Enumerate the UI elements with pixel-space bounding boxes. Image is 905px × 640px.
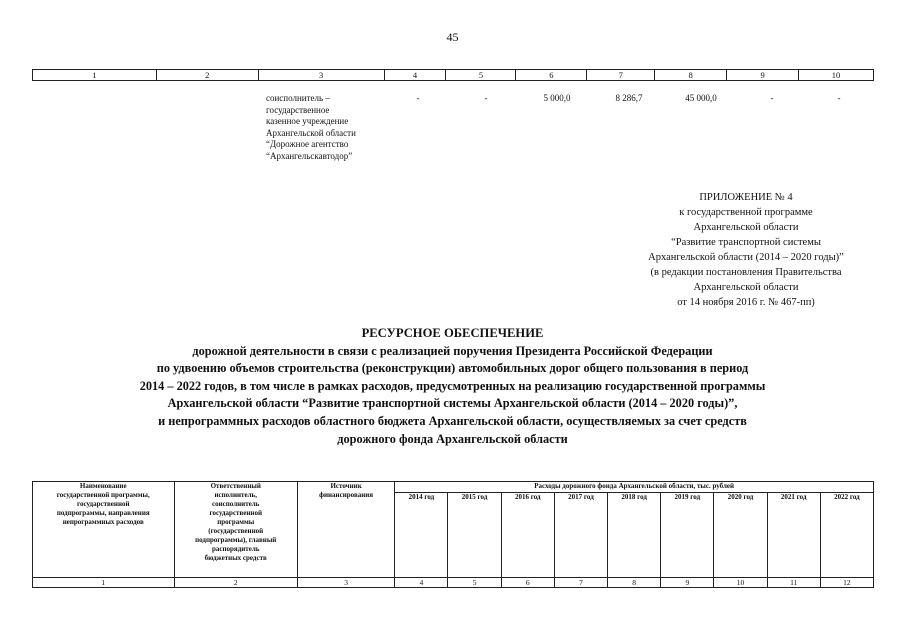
page-number: 45 xyxy=(446,30,459,44)
document-title xyxy=(0,325,905,448)
top-table-header-row xyxy=(33,70,874,81)
column-number: 4 xyxy=(395,578,448,588)
header-line: (государственной xyxy=(208,527,264,535)
header-year: 2015 год xyxy=(448,493,501,578)
column-number: 10 xyxy=(714,578,767,588)
title-line: и непрограммных расходов областного бюджета Архангельской области, осуществляемых за счет средств xyxy=(158,413,747,428)
title-line: РЕСУРСНОЕ ОБЕСПЕЧЕНИЕ xyxy=(361,326,544,340)
header-line: соисполнитель xyxy=(212,500,260,508)
header-line: государственной xyxy=(209,509,262,517)
header-program-name xyxy=(33,482,175,578)
header-line: государственной xyxy=(76,500,130,508)
header-year: 2021 год xyxy=(767,493,820,578)
column-number: 8 xyxy=(608,578,661,588)
co-executor-line: “Дорожное агентство xyxy=(266,139,349,150)
column-number: 2 xyxy=(174,578,297,588)
value-col7: 8 286,7 xyxy=(615,93,643,103)
header-year: 2014 год xyxy=(395,493,448,578)
appendix-line: Архангельской области xyxy=(693,282,799,293)
appendix-block xyxy=(596,190,896,310)
resource-table xyxy=(32,481,874,588)
top-table-header-cell: 4 xyxy=(384,70,446,81)
top-table-header-cell: 1 xyxy=(33,70,157,81)
header-line: программы xyxy=(217,518,255,526)
value-col9: - xyxy=(770,93,774,103)
title-line: Архангельской области “Развитие транспортной системы Архангельской области (2014 – 2020 годы)”, xyxy=(167,396,738,411)
column-number: 1 xyxy=(33,578,175,588)
header-expenses: Расходы дорожного фонда Архангельской области, тыс. рублей xyxy=(395,482,874,493)
title-line: 2014 – 2022 годов, в том числе в рамках расходов, предусмотренных на реализацию государственной программы xyxy=(139,378,766,393)
column-number: 9 xyxy=(661,578,714,588)
top-table-header-cell: 3 xyxy=(258,70,384,81)
header-year: 2016 год xyxy=(501,493,554,578)
appendix-line: Архангельской области xyxy=(693,222,799,233)
header-line: Ответственный xyxy=(210,482,261,490)
appendix-line: (в редакции постановления Правительства xyxy=(650,267,842,278)
header-line: Наименование xyxy=(79,482,127,490)
title-line: по удвоению объемов строительства (реконструкции) автомобильных дорог общего пользования в период xyxy=(156,361,749,376)
column-number: 11 xyxy=(767,578,820,588)
appendix-line: к государственной программе xyxy=(679,207,813,218)
title-line: дорожного фонда Архангельской области xyxy=(337,431,568,446)
header-line: Источник xyxy=(330,482,362,490)
header-line: исполнитель, xyxy=(214,491,257,499)
top-table-header-cell: 10 xyxy=(799,70,874,81)
value-col4: - xyxy=(416,93,420,103)
header-year: 2019 год xyxy=(661,493,714,578)
column-number: 6 xyxy=(501,578,554,588)
co-executor-line: соисполнитель – xyxy=(266,93,330,103)
appendix-line: Архангельской области (2014 – 2020 годы)” xyxy=(648,252,844,263)
header-responsible-executor xyxy=(174,482,297,578)
top-table xyxy=(32,69,874,81)
value-col8: 45 000,0 xyxy=(685,93,717,103)
header-line: подпрограммы, направления xyxy=(56,509,150,517)
top-table-header-cell: 9 xyxy=(727,70,799,81)
value-col10: - xyxy=(837,93,841,103)
value-col6: 5 000,0 xyxy=(543,93,571,103)
header-line: подпрограммы), главный xyxy=(195,536,277,544)
co-executor-line: казенное учреждение xyxy=(266,116,349,127)
top-table-header-cell: 6 xyxy=(516,70,587,81)
resource-table-header-row xyxy=(33,482,874,493)
appendix-line: “Развитие транспортной системы xyxy=(671,237,821,248)
column-number: 7 xyxy=(554,578,607,588)
top-table-header-cell: 8 xyxy=(655,70,727,81)
co-executor-line: Архангельской области xyxy=(266,127,356,138)
title-line: дорожной деятельности в связи с реализацией поручения Президента Российской Федерации xyxy=(192,343,713,358)
co-executor-line: государственное xyxy=(266,104,330,115)
value-col5: - xyxy=(484,93,488,103)
header-year: 2018 год xyxy=(608,493,661,578)
header-year: 2017 год xyxy=(554,493,607,578)
top-table-header-cell: 5 xyxy=(446,70,516,81)
co-executor-line: “Архангельскавтодор” xyxy=(266,150,353,161)
header-funding-source xyxy=(297,482,394,578)
header-year: 2022 год xyxy=(820,493,873,578)
header-year: 2020 год xyxy=(714,493,767,578)
header-line: финансирования xyxy=(319,491,374,499)
top-table-header-cell: 2 xyxy=(156,70,258,81)
header-line: непрограммных расходов xyxy=(62,518,144,526)
appendix-line: от 14 ноября 2016 г. № 467-пп) xyxy=(677,297,815,308)
header-line: распорядитель xyxy=(211,545,260,553)
column-number: 12 xyxy=(820,578,873,588)
header-line: бюджетных средств xyxy=(204,554,267,562)
header-line: государственной программы, xyxy=(56,491,150,499)
resource-table-number-row xyxy=(33,578,874,588)
appendix-line: ПРИЛОЖЕНИЕ № 4 xyxy=(699,192,793,203)
column-number: 3 xyxy=(297,578,394,588)
top-table-header-cell: 7 xyxy=(587,70,655,81)
column-number: 5 xyxy=(448,578,501,588)
co-executor-text xyxy=(266,93,396,163)
